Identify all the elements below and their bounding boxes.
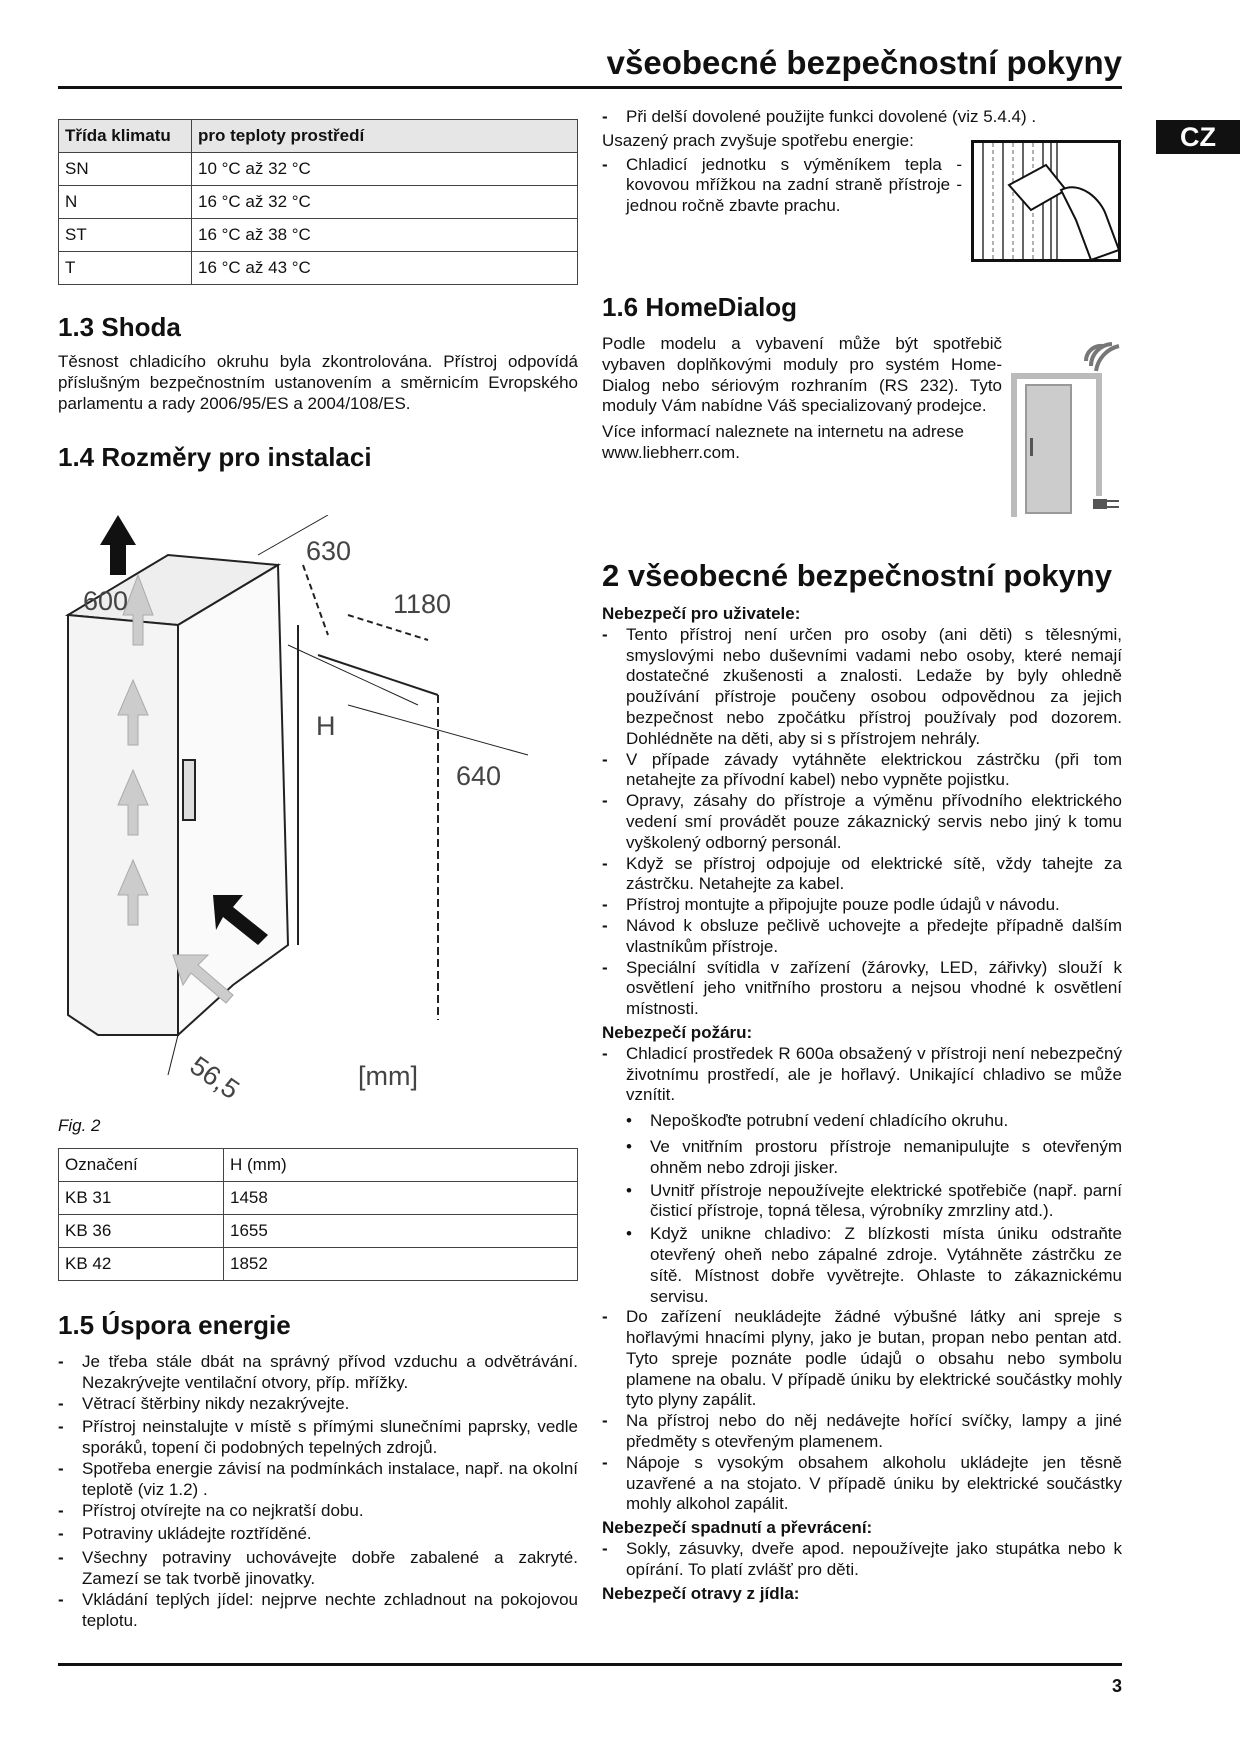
section-body: Podle modelu a vybavení může být spotřebič vybaven doplňkovými moduly pro systém Home-Dialog nebo sériovým rozhraním (RS 232). Tyto moduly Vám nabídne Váš specializovaný prodejce. xyxy=(602,334,1002,416)
section-1-4 xyxy=(58,442,578,472)
list-item: - Když se přístroj odpojuje od elektrické sítě, vždy tahejte za zástrčku. Netahejte za kabel. xyxy=(602,854,1122,896)
height-table-wrap xyxy=(58,1148,578,1281)
table-cell: 16 °C až 38 °C xyxy=(192,219,578,252)
table-row xyxy=(59,1248,578,1281)
table-cell: KB 42 xyxy=(59,1248,224,1281)
user-danger-list xyxy=(602,625,1122,1020)
homedialog-fridge-illustration xyxy=(1011,341,1121,517)
table-header: Třída klimatu xyxy=(59,120,192,153)
figure-caption: Fig. 2 xyxy=(58,1116,101,1135)
list-item: - Spotřeba energie závisí na podmínkách instalace, např. na okolní teplotě (viz 1.2) . xyxy=(58,1459,578,1501)
list-item: - Potraviny ukládejte roztříděné. xyxy=(58,1524,578,1545)
list-item: - Sokly, zásuvky, dveře apod. nepoužívejte jako stupátka nebo k opírání. To platí zvlášť pro děti. xyxy=(602,1539,1122,1581)
bullet-item: • Nepoškoďte potrubní vedení chladícího okruhu. xyxy=(602,1111,1122,1132)
section-heading: 1.4 Rozměry pro instalaci xyxy=(58,442,372,472)
section-body: Těsnost chladicího okruhu byla zkontrolována. Přístroj odpovídá příslušným bezpečnostním ustanovením a směrnicím Evropského parlamentu a rady 2006/95/ES a 2004/108/ES. xyxy=(58,352,578,413)
dust-list xyxy=(602,155,962,217)
table-row xyxy=(59,1215,578,1248)
list-item: - Všechny potraviny uchovávejte dobře zabalené a zakryté. Zamezí se tak tvorbě jinovatky. xyxy=(58,1548,578,1590)
subheading-fire-danger: Nebezpečí požáru: xyxy=(602,1022,753,1042)
bullet-item: • Uvnitř přístroje nepoužívejte elektrické spotřebiče (např. parní čisticí přístroje, topná tělesa, výrobníky zmrzliny atd.). xyxy=(602,1181,1122,1223)
list-item: - Chladicí prostředek R 600a obsažený v přístroji není nebezpečný životnímu prostředí, ale je hořlavý. Unikající chladivo se může vznítit. xyxy=(602,1044,1122,1106)
table-cell: KB 36 xyxy=(59,1215,224,1248)
energy-list xyxy=(58,1352,578,1631)
table-cell: 16 °C až 43 °C xyxy=(192,252,578,285)
table-cell: T xyxy=(59,252,192,285)
height-table xyxy=(58,1148,578,1281)
list-item: - Větrací štěrbiny nikdy nezakrývejte. xyxy=(58,1394,578,1415)
section-1-5 xyxy=(58,1310,578,1631)
unit-label: [mm] xyxy=(358,1061,418,1091)
table-header: pro teploty prostředí xyxy=(192,120,578,153)
table-cell: 16 °C až 32 °C xyxy=(192,186,578,219)
list-item: - Chladicí jednotku s výměníkem tepla - kovovou mřížkou na zadní straně přístroje - jednou ročně zbavte prachu. xyxy=(602,155,962,217)
dim-630-label: 630 xyxy=(306,536,352,566)
table-header-row xyxy=(59,120,578,153)
table-cell: 10 °C až 32 °C xyxy=(192,153,578,186)
footer-rule xyxy=(58,1663,1122,1666)
installation-dimensions-figure xyxy=(58,515,578,1115)
page-number: 3 xyxy=(1111,1676,1122,1696)
table-cell: N xyxy=(59,186,192,219)
table-row xyxy=(59,186,578,219)
dim-600-label: 600 xyxy=(83,586,129,616)
page-header-title: všeobecné bezpečnostní pokyny xyxy=(606,44,1122,81)
list-item: - Na přístroj nebo do něj nedávejte hořící svíčky, lampy a jiné předměty s otevřeným plamenem. xyxy=(602,1411,1122,1453)
section-heading: 1.3 Shoda xyxy=(58,312,181,342)
table-cell: ST xyxy=(59,219,192,252)
table-cell: SN xyxy=(59,153,192,186)
list-item: - Vkládání teplých jídel: nejprve nechte zchladnout na pokojovou teplotu. xyxy=(58,1590,578,1632)
table-cell: 1655 xyxy=(224,1215,578,1248)
climate-table xyxy=(58,119,578,285)
section-heading: 1.5 Úspora energie xyxy=(58,1310,291,1340)
table-row xyxy=(59,252,578,285)
bullet-item: • Ve vnitřním prostoru přístroje nemanipulujte s otevřeným ohněm nebo zdroji jisker. xyxy=(602,1137,1122,1179)
list-item: - Speciální svítidla v zařízení (žárovky, LED, zářivky) slouží k osvětlení jeho vnitřního prostoru a nejsou vhodné k osvětlení místnosti. xyxy=(602,958,1122,1020)
list-item: - Při delší dovolené použijte funkci dovolené (viz 5.4.4) . xyxy=(602,107,1122,128)
list-item: - V případe závady vytáhněte elektrickou zástrčku (při tom netahejte za přívodní kabel) nebo vypněte pojistku. xyxy=(602,750,1122,792)
table-cell: 1852 xyxy=(224,1248,578,1281)
dust-intro: Usazený prach zvyšuje spotřebu energie: xyxy=(602,130,914,150)
subheading-food-poisoning: Nebezpečí otravy z jídla: xyxy=(602,1583,800,1603)
dim-640-label: 640 xyxy=(456,761,502,791)
dim-56-5-label: 56,5 xyxy=(184,1050,245,1106)
list-item: - Přístroj otvírejte na co nejkratší dobu. xyxy=(58,1501,578,1522)
section-heading: 1.6 HomeDialog xyxy=(602,292,798,322)
dim-h-label: H xyxy=(316,711,336,741)
list-item: - Návod k obsluze pečlivě uchovejte a předejte případně dalším vlastníkům přístroje. xyxy=(602,916,1122,958)
table-header: Označení xyxy=(59,1149,224,1182)
climate-table-wrap xyxy=(58,119,578,285)
table-row xyxy=(59,219,578,252)
list-item: - Přístroj montujte a připojujte pouze podle údajů v návodu. xyxy=(602,895,1122,916)
table-row xyxy=(59,153,578,186)
section-heading: 2 všeobecné bezpečnostní pokyny xyxy=(602,558,1112,593)
section-1-3 xyxy=(58,312,578,414)
list-item: - Přístroj neinstalujte v místě s přímými slunečními paprsky, vedle sporáků, topení či podobných tepelných zdrojů. xyxy=(58,1417,578,1459)
table-header: H (mm) xyxy=(224,1149,578,1182)
fire-danger-list xyxy=(602,1044,1122,1516)
language-badge: CZ xyxy=(1156,120,1240,154)
subheading-user-danger: Nebezpečí pro uživatele: xyxy=(602,604,801,623)
list-item: - Opravy, zásahy do přístroje a výměnu přívodního elektrického vedení smí provádět pouze zákaznický servis nebo jiný k tomu vyškolený odborný personál. xyxy=(602,791,1122,853)
table-cell: 1458 xyxy=(224,1182,578,1215)
list-item: - Nápoje s vysokým obsahem alkoholu ukládejte jen těsně uzavřené a na stojato. V případě úniku by elektrické součástky mohly alkohol zapálit. xyxy=(602,1453,1122,1515)
cleaning-condenser-illustration xyxy=(971,140,1121,262)
list-item: - Je třeba stále dbát na správný přívod vzduchu a odvětrávání. Nezakrývejte ventilační otvory, příp. mřížky. xyxy=(58,1352,578,1394)
list-item: - Do zařízení neukládejte žádné výbušné látky ani spreje s hořlavými hnacími plyny, jako je butan, propan nebo pentan atd. Tyto spreje poznáte podle údajů o obsahu nebo symbolu plamene na obalu. V případě úniku by elektrické součástky mohly tyto plyny zapálit. xyxy=(602,1307,1122,1411)
table-header-row xyxy=(59,1149,578,1182)
bullet-item: • Když unikne chladivo: Z blízkosti místa úniku odstraňte otevřený oheň nebo zápalné zdroje. Vytáhněte zástrčku ze sítě. Místnost dobře vyvětrejte. Ohlaste to zákaznickému servisu. xyxy=(602,1224,1122,1307)
section-2 xyxy=(602,558,1122,1604)
header-rule xyxy=(58,86,1122,89)
section-more-info: Více informací naleznete na internetu na adrese www.liebherr.com. xyxy=(602,422,964,462)
fall-danger-list xyxy=(602,1539,1122,1581)
subheading-fall-danger: Nebezpečí spadnutí a převrácení: xyxy=(602,1518,873,1538)
table-row xyxy=(59,1182,578,1215)
list-item: - Tento přístroj není určen pro osoby (ani děti) s tělesnými, smyslovými nebo duševními vadami nebo osoby, které nemají dostatečné zkušenosti a znalosti. Ledaže by byly ohledně používání přístroje poučeny osobou odpovědnou za jejich bezpečnost nebo zpočátku přístroj používaly pod dozorem. Dohlédněte na děti, aby si s přístrojem nehrály. xyxy=(602,625,1122,750)
holiday-list xyxy=(602,107,1122,128)
dim-1180-label: 1180 xyxy=(393,589,452,619)
table-cell: KB 31 xyxy=(59,1182,224,1215)
